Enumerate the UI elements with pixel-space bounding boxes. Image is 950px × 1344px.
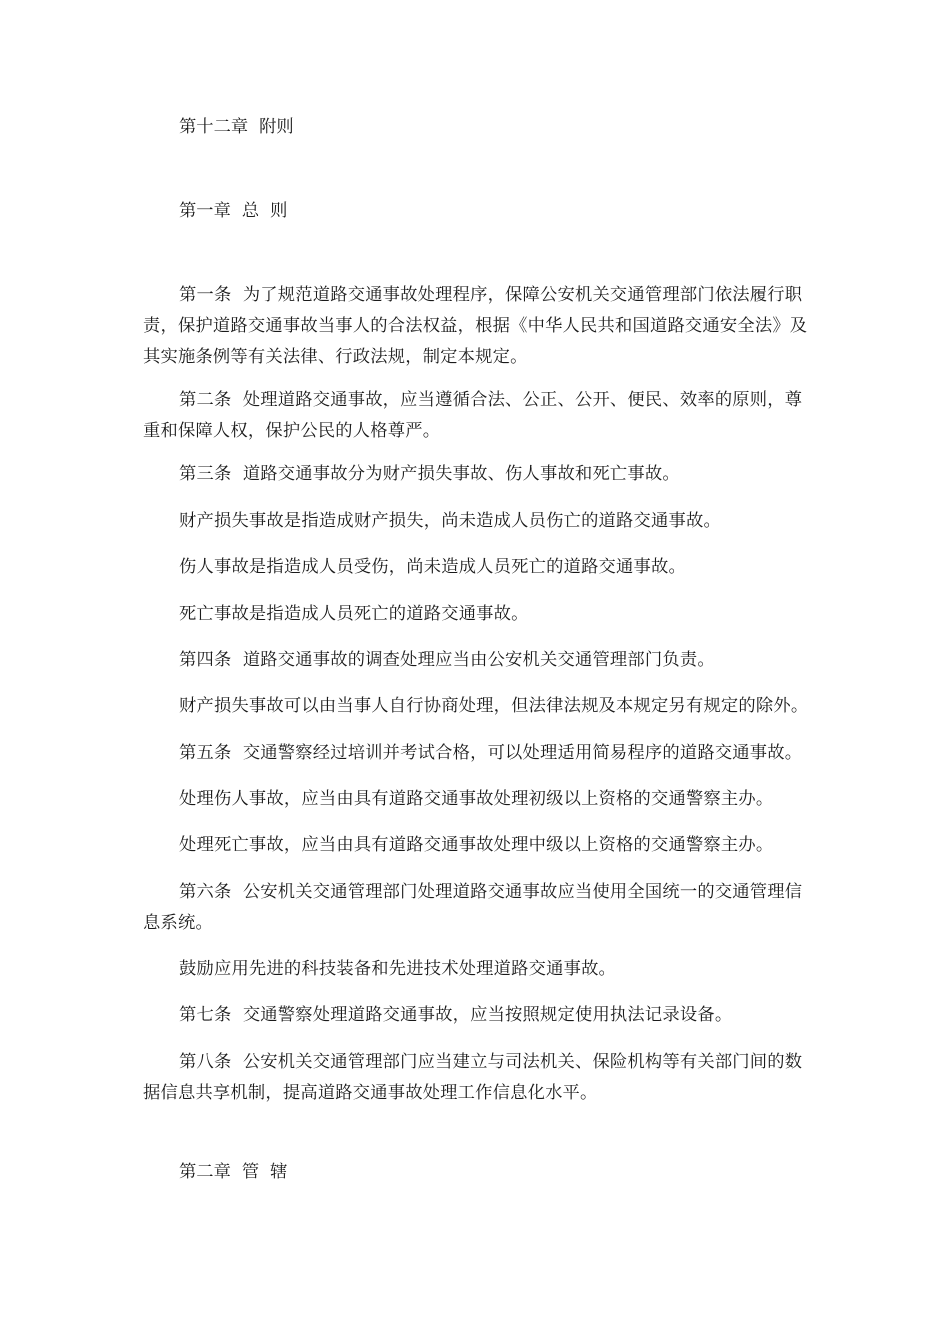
article-7: 第七条 交通警察处理道路交通事故，应当按照规定使用执法记录设备。 [179,1005,733,1025]
article-3-paragraph-3: 伤人事故是指造成人员受伤，尚未造成人员死亡的道路交通事故。 [179,557,686,577]
article-3: 第三条 道路交通事故分为财产损失事故、伤人事故和死亡事故。 [179,464,680,484]
article-1: 第一条 为了规范道路交通事故处理程序，保障公安机关交通管理部门依法履行职责，保护道路交通事故当事人的合法权益，根据《中华人民共和国道路交通安全法》及其实施条例等有关法律、行政法规，制定本规定。 [143,285,808,367]
article-6-paragraph-2: 鼓励应用先进的科技装备和先进技术处理道路交通事故。 [179,959,617,979]
article-4: 第四条 道路交通事故的调查处理应当由公安机关交通管理部门负责。 [179,650,715,670]
article-8: 第八条 公安机关交通管理部门应当建立与司法机关、保险机构等有关部门间的数据信息共享机制，提高道路交通事故处理工作信息化水平。 [143,1052,803,1103]
chapter-12-heading: 第十二章 附则 [179,117,294,137]
chapter-2-heading: 第二章 管 辖 [179,1162,288,1182]
article-3-paragraph-2: 财产损失事故是指造成财产损失，尚未造成人员伤亡的道路交通事故。 [179,511,721,531]
article-2: 第二条 处理道路交通事故，应当遵循合法、公正、公开、便民、效率的原则，尊重和保障人权，保护公民的人格尊严。 [143,390,803,441]
article-3-paragraph-4: 死亡事故是指造成人员死亡的道路交通事故。 [179,604,529,624]
article-4-paragraph-2: 财产损失事故可以由当事人自行协商处理，但法律法规及本规定另有规定的除外。 [179,696,809,716]
article-5-paragraph-3: 处理死亡事故，应当由具有道路交通事故处理中级以上资格的交通警察主办。 [179,835,774,855]
chapter-1-heading: 第一章 总 则 [179,201,288,221]
article-5-paragraph-2: 处理伤人事故，应当由具有道路交通事故处理初级以上资格的交通警察主办。 [179,789,774,809]
article-6: 第六条 公安机关交通管理部门处理道路交通事故应当使用全国统一的交通管理信息系统。 [143,882,803,933]
article-5: 第五条 交通警察经过培训并考试合格，可以处理适用简易程序的道路交通事故。 [179,743,803,763]
